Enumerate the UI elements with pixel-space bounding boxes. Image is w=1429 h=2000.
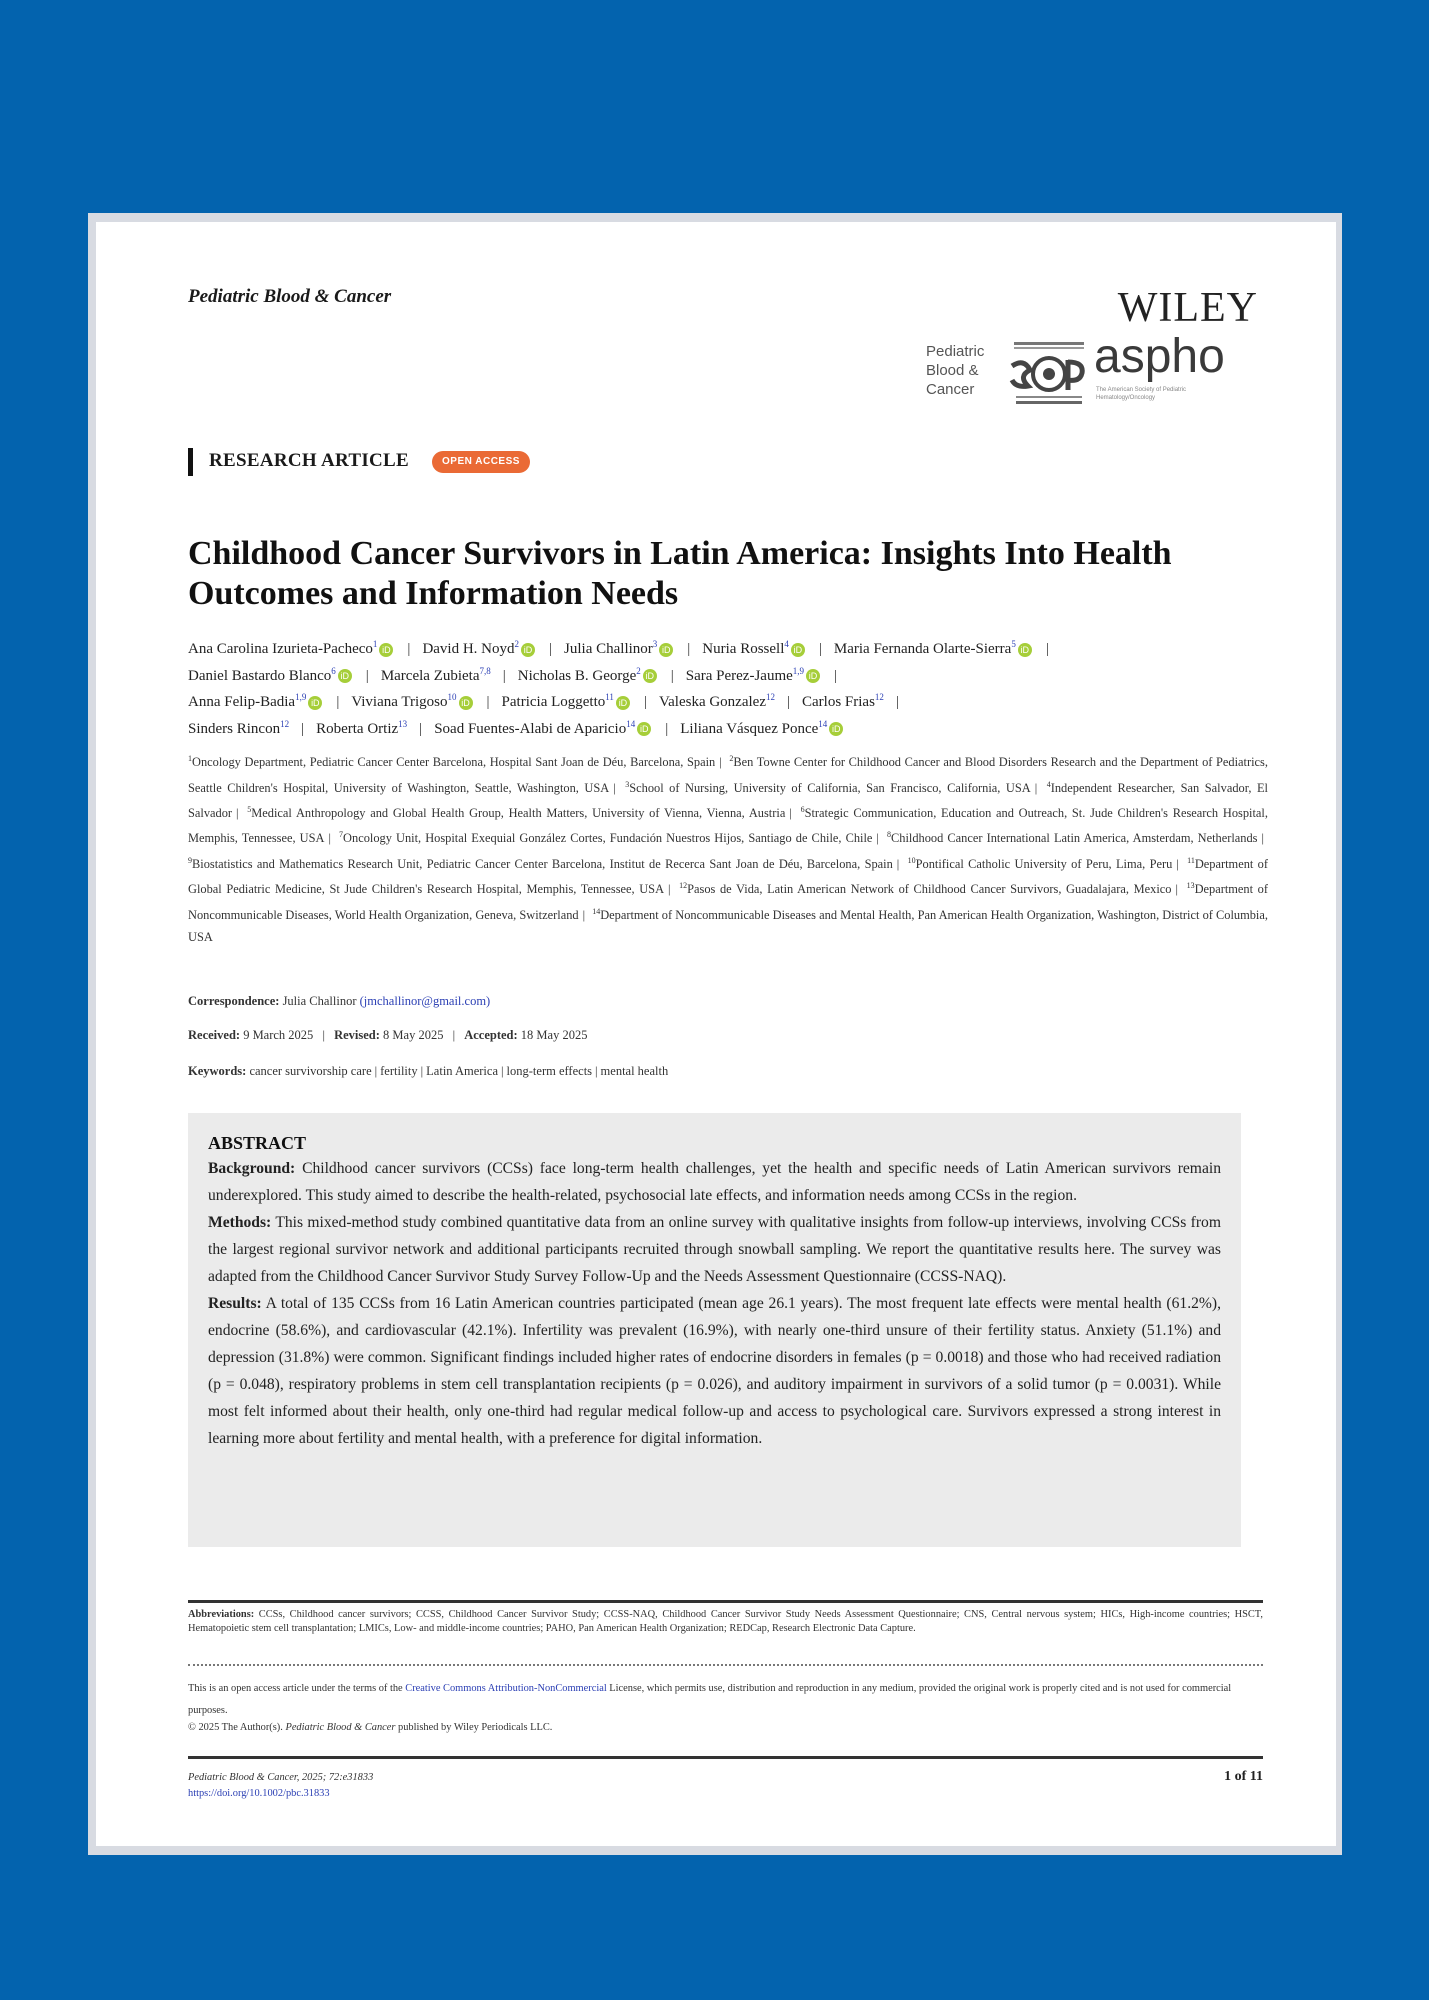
separator: |	[236, 805, 239, 820]
affiliation-text: Biostatistics and Mathematics Research Unit, Pediatric Cancer Center Barcelona, Institut de Recerca Sant Joan de Déu, Barcelona, Spain	[192, 856, 893, 871]
separator: |	[876, 831, 879, 846]
author-list	[188, 634, 1268, 740]
affiliation-number: 14	[592, 906, 601, 916]
separator: |	[613, 780, 616, 795]
author-name: Sara Perez-Jaume	[685, 667, 793, 684]
abstract-section-label: Results:	[208, 1295, 262, 1312]
orcid-icon[interactable]: iD	[616, 696, 630, 710]
separator: |	[502, 667, 506, 684]
affiliation-text: Childhood Cancer International Latin America, Amsterdam, Netherlands	[891, 831, 1258, 846]
affiliation-number: 8	[887, 830, 891, 840]
affiliation	[625, 781, 1030, 795]
separator: |	[301, 720, 305, 737]
author-name: Marcela Zubieta	[380, 667, 480, 684]
affiliation-number: 1	[188, 754, 192, 763]
open-access-badge: OPEN ACCESS	[432, 451, 530, 473]
abstract-heading: ABSTRACT	[208, 1133, 307, 1153]
affiliation-marker: 12	[874, 692, 884, 702]
affiliation-marker: 13	[398, 718, 408, 729]
journal-name: Pediatric Blood & Cancer	[188, 286, 392, 307]
separator: |	[407, 641, 411, 657]
orcid-icon[interactable]: iD	[637, 722, 651, 736]
separator: |	[1261, 831, 1264, 846]
author[interactable]	[564, 641, 675, 657]
affiliation-number: 11	[1187, 855, 1195, 865]
affiliation	[339, 831, 872, 845]
author-name: Liliana Vásquez Ponce	[680, 720, 819, 737]
abstract-section-text: This mixed-method study combined quantitative data from an online survey with qualitative insights from follow-up interviews, involving CCSs from the largest regional survivor network and additional participants recruited through snowball sampling. We report the quantitative results here. The survey was adapted from the Childhood Cancer Survivor Study Survey Follow-Up and the Needs Assessment Questionnaire (CCSS-NAQ).	[208, 1214, 1221, 1285]
separator: |	[595, 1064, 598, 1078]
article-type-marker	[188, 448, 193, 476]
affiliation-number: 10	[907, 855, 916, 865]
orcid-icon[interactable]: iD	[379, 643, 393, 657]
separator: |	[420, 1064, 424, 1078]
affiliation-marker: 2	[514, 639, 520, 649]
abstract-results	[208, 1290, 1221, 1452]
affiliation-text: Ben Towne Center for Childhood Cancer and Blood Disorders Research and the Department of Pediatrics, Seattle Children's Hospital, University of Washington, Seattle, Washington, USA	[188, 755, 1268, 795]
keywords-label: Keywords:	[188, 1064, 247, 1078]
affiliation-text: Strategic Communication, Education and Outreach, St. Jude Children's Research Hospital, Memphis, Tennessee, USA	[188, 805, 1268, 846]
author[interactable]	[517, 665, 659, 684]
separator: |	[789, 805, 792, 820]
author-name: Daniel Bastardo Blanco	[188, 667, 332, 684]
received-label: Received:	[188, 1028, 241, 1042]
separator: |	[365, 667, 369, 684]
author-name: David H. Noyd	[422, 641, 515, 657]
keyword: long-term effects	[506, 1064, 593, 1078]
aspho-subtitle: The American Society of Pediatric Hematology/Oncology	[1096, 387, 1187, 401]
separator: |	[895, 694, 899, 710]
affiliation-number: 3	[625, 779, 630, 789]
affiliation-marker: 7,8	[479, 665, 491, 676]
separator: |	[643, 694, 647, 710]
license-text: This is an open access article under the terms of the	[188, 1683, 406, 1694]
copyright-text: © 2025 The Author(s).	[188, 1722, 286, 1733]
page-number: 1 of 11	[1224, 1769, 1263, 1784]
pbc-logo	[926, 342, 1006, 399]
dotted-divider	[188, 1664, 1263, 1666]
keyword: cancer survivorship care	[249, 1064, 372, 1078]
accepted-label: Accepted:	[464, 1028, 518, 1042]
orcid-icon[interactable]: iD	[521, 643, 535, 657]
affiliation-text: Department of Noncommunicable Diseases and Mental Health, Pan American Health Organization, Washington, District of Columbia, USA	[188, 907, 1268, 944]
keywords	[188, 1064, 668, 1079]
accepted-date: 18 May 2025	[520, 1028, 588, 1042]
copyright	[188, 1722, 1263, 1733]
author-name: Valeska Gonzalez	[658, 694, 766, 710]
separator: |	[834, 667, 838, 684]
affiliation	[247, 806, 785, 820]
author[interactable]	[680, 718, 845, 737]
correspondence-email-link[interactable]: (jmchallinor@gmail.com)	[359, 994, 491, 1008]
separator: |	[896, 856, 900, 871]
affiliation-marker: 2	[636, 665, 641, 676]
author[interactable]	[434, 718, 653, 737]
author[interactable]	[702, 641, 807, 657]
separator: |	[374, 1064, 378, 1078]
separator: |	[501, 1064, 504, 1078]
affiliation-marker: 1,9	[295, 692, 307, 702]
affiliation-marker: 6	[331, 665, 336, 676]
separator: |	[668, 882, 671, 897]
author-name: Viviana Trigoso	[351, 694, 448, 710]
author-name: Nuria Rossell	[702, 641, 785, 657]
abstract-background	[208, 1155, 1221, 1209]
author[interactable]	[802, 694, 884, 710]
affiliation-text: Pontifical Catholic University of Peru, Lima, Peru	[915, 856, 1173, 871]
orcid-icon[interactable]: iD	[643, 669, 657, 683]
affiliation	[908, 857, 1173, 871]
author-name: Soad Fuentes-Alabi de Aparicio	[434, 720, 627, 737]
society-logos	[926, 330, 1261, 410]
affiliation-number: 12	[679, 881, 688, 891]
affiliation-marker: 10	[447, 692, 457, 702]
affiliation-number: 9	[188, 855, 192, 865]
abstract-section-label: Methods:	[208, 1214, 272, 1231]
correspondence-label: Correspondence:	[188, 994, 280, 1008]
siop-logo	[1008, 340, 1090, 408]
wiley-logo: WILEY	[1117, 285, 1258, 331]
license-statement	[188, 1678, 1263, 1722]
author-name: Anna Felip-Badia	[188, 694, 296, 710]
affiliation-marker: 12	[765, 692, 775, 702]
affiliation-number: 2	[729, 754, 734, 763]
keyword: fertility	[380, 1064, 418, 1078]
separator: |	[818, 641, 822, 657]
author-name: Patricia Loggetto	[501, 694, 606, 710]
affiliation-marker: 14	[818, 718, 828, 729]
author-name: Sinders Rincon	[188, 720, 281, 737]
separator: |	[549, 641, 553, 657]
author[interactable]	[685, 665, 822, 684]
affiliation-marker: 1,9	[792, 665, 805, 676]
abbreviations	[188, 1608, 1263, 1636]
author[interactable]	[188, 718, 290, 737]
pbc-logo-line: Pediatric	[926, 343, 985, 360]
abstract-methods	[208, 1209, 1221, 1290]
affiliation	[188, 857, 893, 871]
separator: |	[687, 641, 691, 657]
affiliation-text: School of Nursing, University of California, San Francisco, California, USA	[629, 780, 1031, 795]
separator: |	[452, 1028, 456, 1042]
abstract-box	[188, 1113, 1241, 1547]
orcid-icon[interactable]: iD	[829, 722, 843, 736]
orcid-icon[interactable]: iD	[459, 696, 473, 710]
separator: |	[1045, 641, 1049, 657]
author-name: Carlos Frias	[802, 694, 875, 710]
separator: |	[486, 694, 490, 710]
received-date: 9 March 2025	[243, 1028, 314, 1042]
keyword-list	[249, 1064, 668, 1078]
author[interactable]	[422, 641, 537, 657]
abbreviations-label: Abbreviations:	[188, 1609, 255, 1620]
author-name: Maria Fernanda Olarte-Sierra	[833, 641, 1012, 657]
affiliation-text: Oncology Department, Pediatric Cancer Center Barcelona, Hospital Sant Joan de Déu, Barcelona, Spain	[192, 755, 716, 770]
orcid-icon[interactable]: iD	[338, 669, 352, 683]
separator: |	[1176, 856, 1179, 871]
author-name: Ana Carolina Izurieta-Pacheco	[188, 641, 373, 657]
separator: |	[665, 720, 669, 737]
affiliation-marker: 12	[280, 718, 290, 729]
abstract-section-text: Childhood cancer survivors (CCSs) face long-term health challenges, yet the health and specific needs of Latin American survivors remain underexplored. This study aimed to describe the health-related, psychosocial late effects, and information needs among CCSs in the region.	[208, 1160, 1221, 1204]
affiliation-text: Independent Researcher, San Salvador, El Salvador	[188, 780, 1268, 820]
author[interactable]	[380, 665, 491, 684]
affiliation-marker: 3	[652, 639, 658, 649]
separator: |	[322, 1028, 325, 1042]
author[interactable]	[316, 718, 408, 737]
affiliation-text: Oncology Unit, Hospital Exequial González Cortes, Fundación Nuestros Hijos, Santiago de Chile, Chile	[343, 831, 873, 846]
author[interactable]	[188, 665, 354, 684]
keyword: mental health	[600, 1064, 669, 1078]
license-link[interactable]: Creative Commons Attribution-NonCommercial	[405, 1683, 607, 1694]
separator: |	[786, 694, 790, 710]
author[interactable]	[351, 694, 474, 710]
affiliation-text: Pasos de Vida, Latin American Network of Childhood Cancer Survivors, Guadalajara, Mexico	[687, 882, 1172, 897]
separator: |	[1034, 780, 1038, 795]
doi-link[interactable]: https://doi.org/10.1002/pbc.31833	[188, 1788, 330, 1799]
affiliation-number: 13	[1186, 881, 1195, 891]
affiliation-marker: 11	[605, 692, 614, 702]
affiliations	[188, 748, 1268, 948]
affiliation	[188, 755, 715, 769]
affiliation-text: Medical Anthropology and Global Health Group, Health Matters, University of Vienna, Vienna, Austria	[251, 805, 786, 820]
correspondence-name: Julia Challinor	[282, 994, 357, 1008]
orcid-icon[interactable]: iD	[308, 696, 322, 710]
abstract-content	[208, 1131, 1221, 1452]
copyright-text: published by Wiley Periodicals LLC.	[395, 1722, 553, 1733]
pbc-logo-line: Blood &	[926, 362, 979, 379]
affiliation	[887, 831, 1258, 845]
separator: |	[719, 755, 722, 770]
keyword: Latin America	[426, 1064, 499, 1078]
author-name: Nicholas B. George	[517, 667, 637, 684]
footer-divider	[188, 1756, 1263, 1759]
author[interactable]	[834, 641, 1034, 657]
orcid-icon[interactable]: iD	[659, 643, 673, 657]
article-dates	[188, 1028, 587, 1043]
affiliation-number: 7	[339, 830, 344, 840]
revised-label: Revised:	[334, 1028, 380, 1042]
aspho-logo: aspho	[1094, 330, 1225, 383]
article-type: RESEARCH ARTICLE	[209, 450, 409, 471]
affiliation-text: Department of Global Pediatric Medicine, St Jude Children's Research Hospital, Memphis, Tennessee, USA	[188, 856, 1268, 897]
orcid-icon[interactable]: iD	[791, 643, 805, 657]
affiliation	[679, 882, 1171, 896]
affiliation-marker: 14	[626, 718, 636, 729]
affiliation-marker: 4	[784, 639, 789, 649]
license-text: License, which permits use, distribution and reproduction in any medium, provided the original work is properly cited and is not used for commercial purposes.	[188, 1683, 1232, 1716]
divider	[188, 1600, 1263, 1603]
separator: |	[670, 667, 674, 684]
document-page	[96, 222, 1336, 1846]
orcid-icon[interactable]: iD	[1018, 643, 1032, 657]
copyright-journal: Pediatric Blood & Cancer	[285, 1722, 396, 1733]
author-name: Julia Challinor	[564, 641, 653, 657]
abstract-section-text: A total of 135 CCSs from 16 Latin American countries participated (mean age 26.1 years). The most frequent late effects were mental health (61.2%), endocrine (58.6%), and cardiovascular (42.1%). Infertility was prevalent (16.9%), with nearly one-third unsure of their fertility status. Anxiety (51.1%) and depression (31.8%) were common. Significant findings included higher rates of endocrine disorders in females (p = 0.0018) and those who had received radiation (p = 0.048), respiratory problems in stem cell transplantation recipients (p = 0.026), and auditory impairment in survivors of a solid tumor (p = 0.0031). While most felt informed about their health, only one-third had regular medical follow-up and access to psychological care. Survivors expressed a strong interest in learning more about fertility and mental health, with a preference for digital information.	[208, 1295, 1221, 1447]
affiliation-number: 4	[1046, 779, 1051, 789]
citation: Pediatric Blood & Cancer, 2025; 72:e31833	[188, 1772, 374, 1783]
author[interactable]	[188, 641, 395, 657]
pbc-logo-line: Cancer	[926, 381, 975, 398]
orcid-icon[interactable]: iD	[806, 669, 820, 683]
correspondence	[188, 994, 490, 1009]
revised-date: 8 May 2025	[383, 1028, 444, 1042]
separator: |	[336, 694, 340, 710]
separator: |	[582, 907, 586, 922]
affiliation-number: 5	[247, 804, 252, 814]
abstract-section-label: Background:	[208, 1160, 296, 1177]
article-title: Childhood Cancer Survivors in Latin America: Insights Into Health Outcomes and Information Needs	[188, 535, 1172, 612]
affiliation-marker: 5	[1011, 639, 1016, 649]
abbreviations-text: CCSs, Childhood cancer survivors; CCSS, Childhood Cancer Survivor Study; CCSS-NAQ, Childhood Cancer Survivor Study Needs Assessment Questionnaire; CNS, Central nervous system; HICs, High-income countries; HSCT, Hematopoietic stem cell transplantation; LMICs, Low- and middle-income countries; PAHO, Pan American Health Organization; REDCap, Research Electronic Data Capture.	[188, 1609, 1263, 1634]
author-name: Roberta Ortiz	[316, 720, 399, 737]
author[interactable]	[659, 694, 775, 710]
separator: |	[1175, 882, 1178, 897]
affiliation-number: 6	[800, 804, 805, 814]
separator: |	[419, 720, 423, 737]
affiliation-marker: 1	[372, 639, 378, 649]
author[interactable]	[502, 694, 632, 710]
affiliation-text: Department of Noncommunicable Diseases, World Health Organization, Geneva, Switzerland	[188, 882, 1268, 922]
separator: |	[328, 831, 331, 846]
author[interactable]	[188, 694, 324, 710]
